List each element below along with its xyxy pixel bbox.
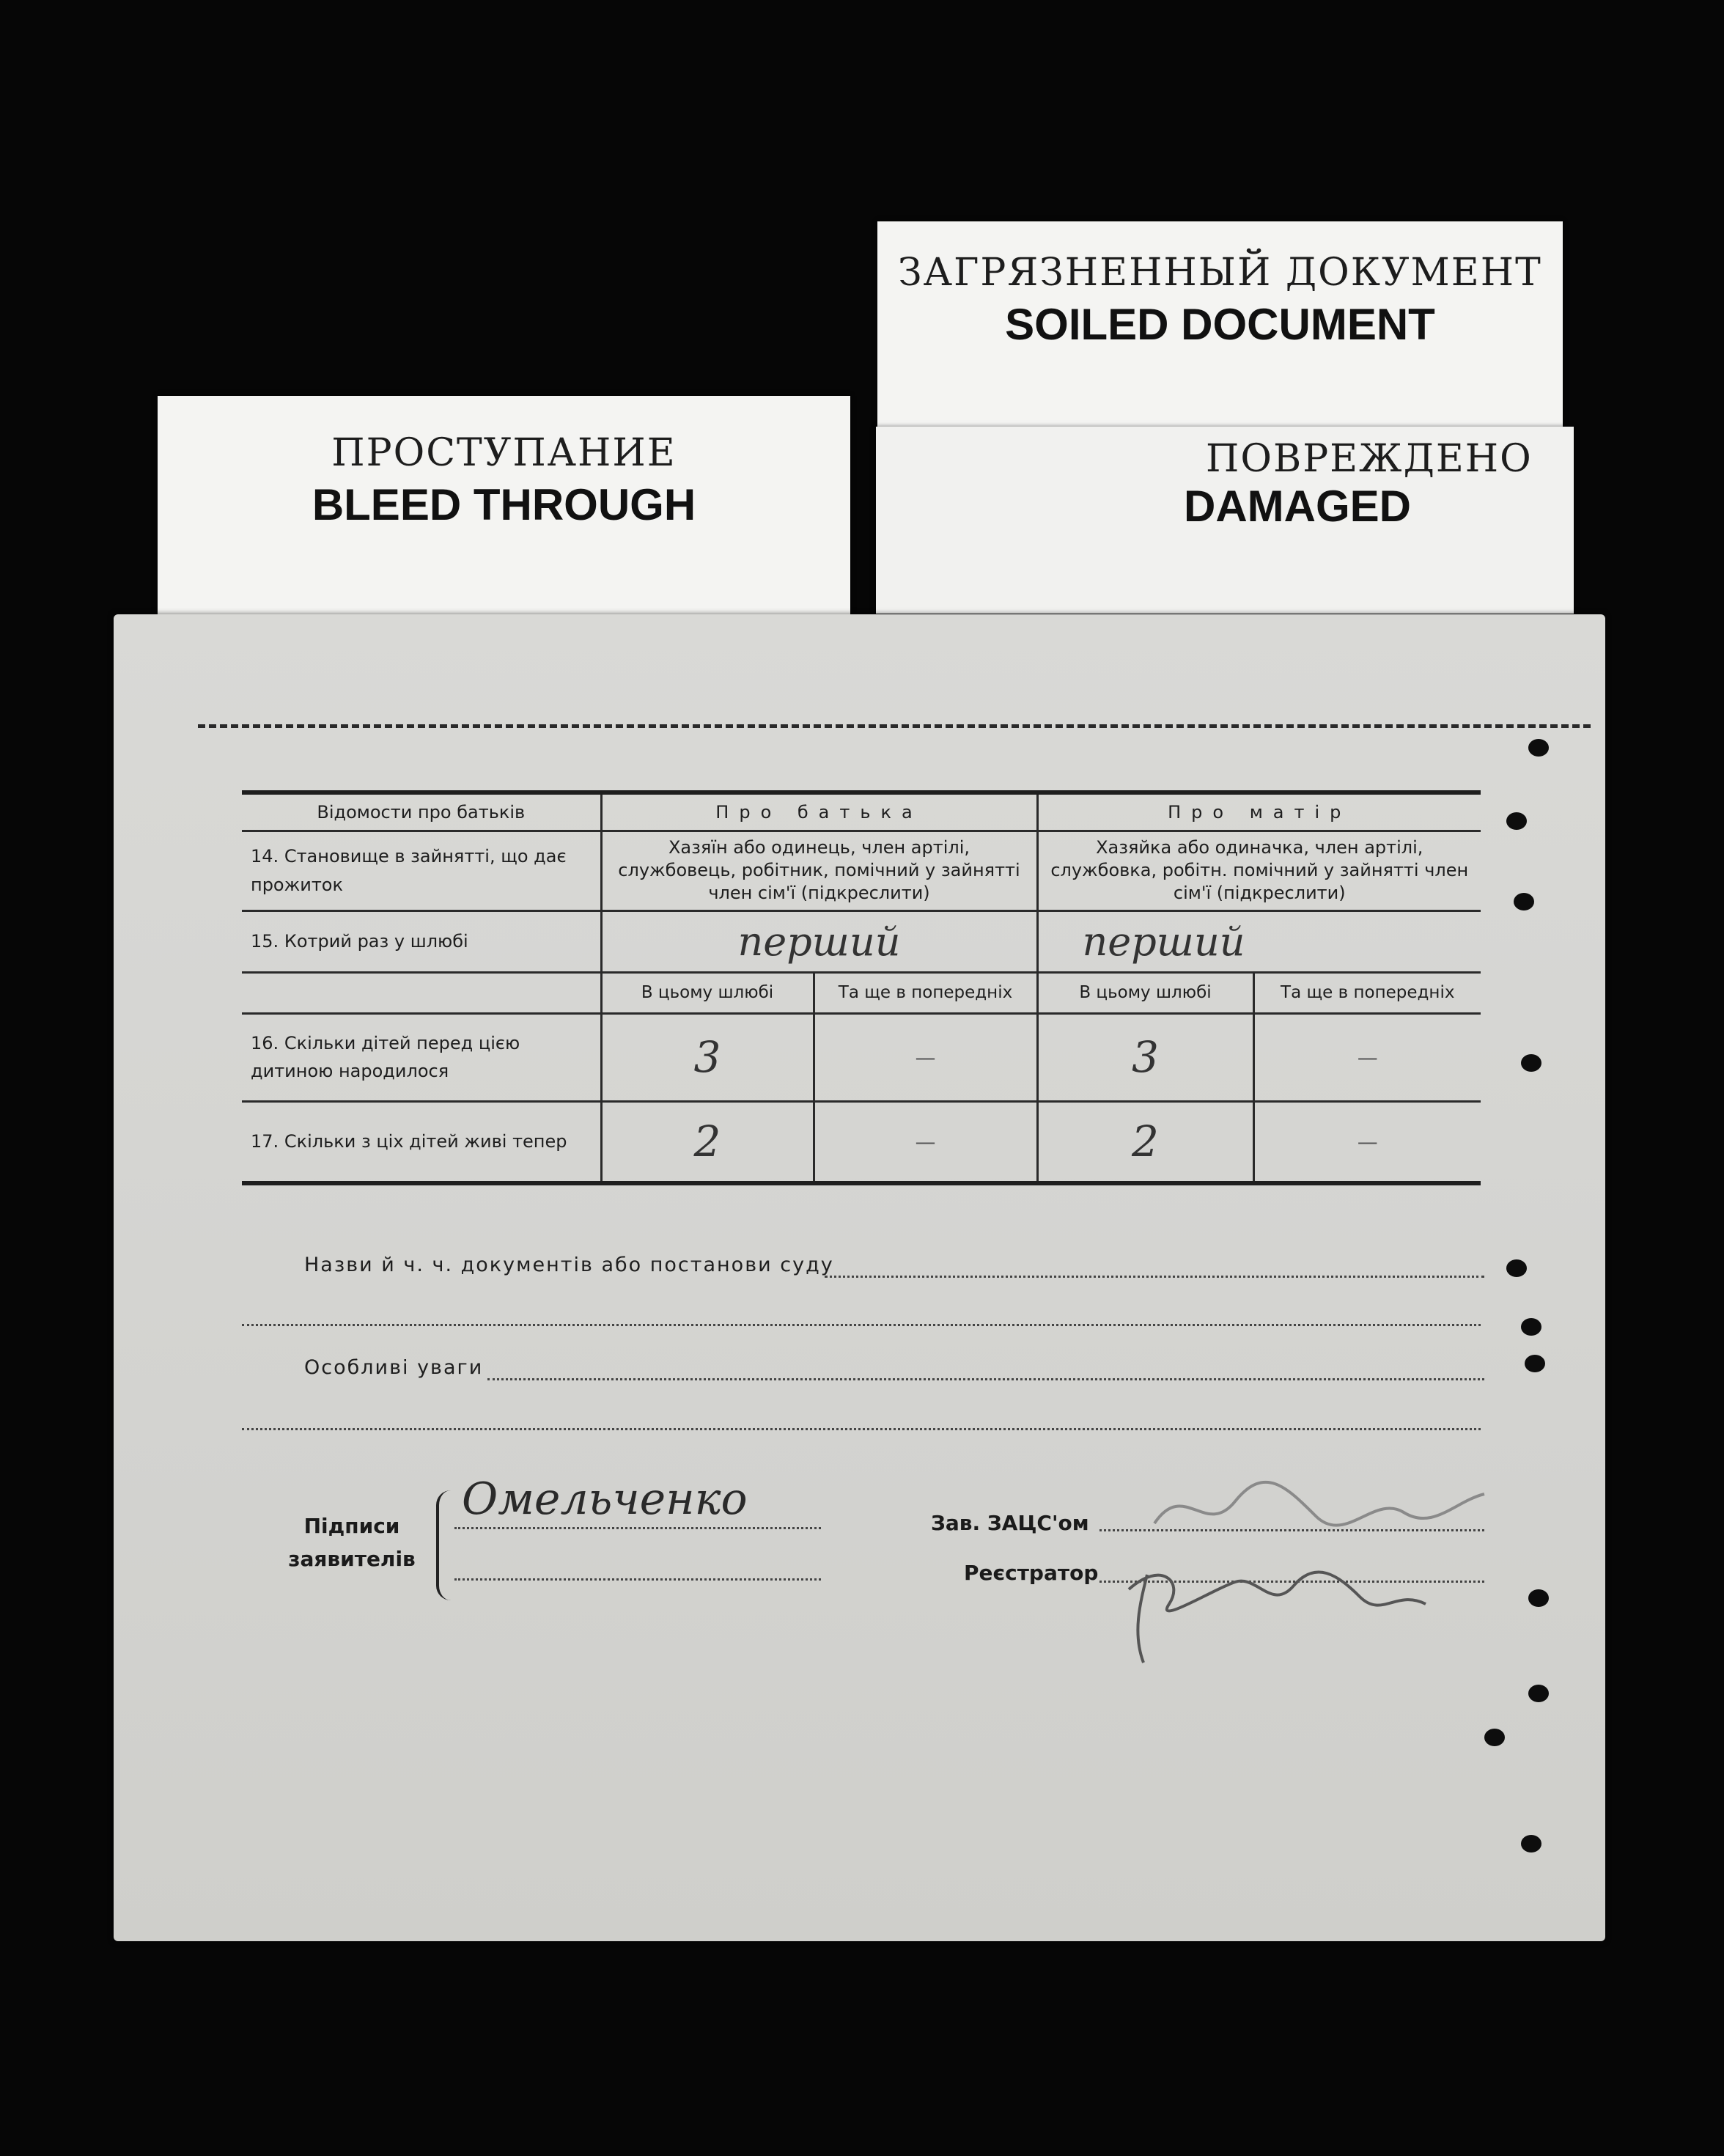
perforation-line bbox=[198, 724, 1591, 728]
q17-mother-prev: — bbox=[1253, 1101, 1481, 1183]
q16-question bbox=[242, 1013, 601, 1101]
q17-father-this: 2 bbox=[601, 1101, 814, 1183]
q17-number: 17. bbox=[251, 1131, 279, 1152]
q14-label: Становище в зайнятті, що дає прожиток bbox=[251, 846, 567, 895]
binding-hole bbox=[1528, 1685, 1549, 1702]
table-row-q17 bbox=[242, 1101, 1481, 1183]
table-row-q15 bbox=[242, 910, 1481, 972]
binding-hole bbox=[1484, 1729, 1505, 1746]
head-zags-label: Зав. ЗАЦС'ом bbox=[931, 1511, 1089, 1535]
bleed-label-en: BLEED THROUGH bbox=[312, 480, 696, 529]
subheader-father-this: В цьому шлюбі bbox=[601, 972, 814, 1013]
damaged-label-ru: ПОВРЕЖДЕНО bbox=[1206, 437, 1533, 481]
documents-dotted-line bbox=[825, 1276, 1484, 1278]
remarks-dotted-line bbox=[487, 1378, 1484, 1380]
soiled-document-card bbox=[877, 221, 1563, 427]
binding-hole bbox=[1525, 1355, 1545, 1372]
document-page bbox=[114, 614, 1605, 1941]
bleed-through-card bbox=[158, 396, 850, 616]
binding-hole bbox=[1528, 1589, 1549, 1607]
q17-label: Скільки з ціх дітей живі тепер bbox=[284, 1131, 567, 1152]
subheader-mother-this: В цьому шлюбі bbox=[1037, 972, 1253, 1013]
q15-mother-value: перший bbox=[1037, 910, 1481, 972]
header-father: Про батька bbox=[601, 792, 1037, 831]
documents-label: Назви й ч. ч. документів або постанови суду bbox=[304, 1254, 834, 1276]
damaged-label-en: DAMAGED bbox=[1184, 482, 1411, 531]
subheader-father-prev: Та ще в попередніх bbox=[814, 972, 1037, 1013]
binding-hole bbox=[1506, 812, 1527, 830]
table-row-q14 bbox=[242, 831, 1481, 911]
table-subheader-row bbox=[242, 972, 1481, 1013]
q15-label: Котрий раз у шлюбі bbox=[284, 930, 468, 952]
q15-number: 15. bbox=[251, 930, 279, 952]
registrar-signature-mark bbox=[1118, 1545, 1470, 1670]
binding-hole bbox=[1514, 893, 1534, 910]
q17-father-prev: — bbox=[814, 1101, 1037, 1183]
subheader-mother-prev: Та ще в попередніх bbox=[1253, 972, 1481, 1013]
remarks-dotted-line-2 bbox=[242, 1428, 1481, 1430]
q16-label: Скільки дітей перед цією дитиною народилося bbox=[251, 1032, 520, 1082]
binding-hole bbox=[1506, 1259, 1527, 1277]
q14-question bbox=[242, 831, 601, 911]
table-row-q16 bbox=[242, 1013, 1481, 1101]
q17-mother-this: 2 bbox=[1037, 1101, 1253, 1183]
q16-father-this: 3 bbox=[601, 1013, 814, 1101]
damaged-card bbox=[876, 427, 1574, 614]
q16-mother-prev: — bbox=[1253, 1013, 1481, 1101]
q16-mother-this: 3 bbox=[1037, 1013, 1253, 1101]
q16-father-prev: — bbox=[814, 1013, 1037, 1101]
parents-info-table bbox=[242, 790, 1481, 1185]
applicant-signature: Омельченко bbox=[462, 1473, 748, 1525]
header-mother: Про матір bbox=[1037, 792, 1481, 831]
signatures-brace bbox=[436, 1490, 452, 1600]
soiled-label-en: SOILED DOCUMENT bbox=[1005, 300, 1435, 349]
binding-hole bbox=[1521, 1835, 1541, 1853]
q14-father-cell: Хазяїн або одинець, член артілі, службовець, робітник, помічний у зайнятті член сім'ї (підкреслити) bbox=[601, 831, 1037, 911]
q16-number: 16. bbox=[251, 1032, 279, 1053]
signatures-label: Підписи заявителів bbox=[288, 1514, 416, 1571]
subheader-empty bbox=[242, 972, 601, 1013]
documents-dotted-line-2 bbox=[242, 1324, 1481, 1326]
q14-number: 14. bbox=[251, 846, 279, 867]
registrar-label: Реєстратор bbox=[964, 1561, 1099, 1585]
q17-question bbox=[242, 1101, 601, 1183]
binding-hole bbox=[1521, 1318, 1541, 1336]
applicant-signature-line-2 bbox=[454, 1578, 821, 1581]
q14-mother-cell: Хазяйка або одиначка, член артілі, службовка, робітн. помічний у зайнятті член сім'ї (підкреслити) bbox=[1037, 831, 1481, 911]
binding-hole bbox=[1528, 739, 1549, 757]
soiled-label-ru: ЗАГРЯЗНЕННЫЙ ДОКУМЕНТ bbox=[898, 251, 1542, 295]
table-header-row bbox=[242, 792, 1481, 831]
binding-hole bbox=[1521, 1054, 1541, 1072]
q15-father-value: перший bbox=[601, 910, 1037, 972]
head-zags-signature-mark bbox=[1140, 1472, 1492, 1545]
applicant-signature-line bbox=[454, 1527, 821, 1529]
remarks-label: Особливі уваги bbox=[304, 1356, 484, 1379]
header-parents-info: Відомости про батьків bbox=[242, 792, 601, 831]
bleed-label-ru: ПРОСТУПАНИЕ bbox=[331, 431, 677, 475]
q15-question bbox=[242, 910, 601, 972]
